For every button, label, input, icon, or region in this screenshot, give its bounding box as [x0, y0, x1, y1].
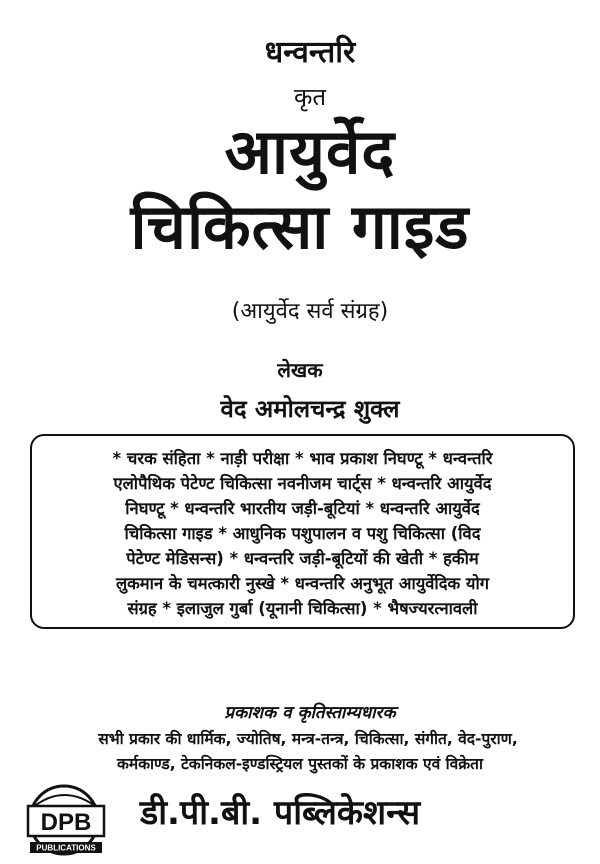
logo-subtext: PUBLICATIONS [36, 843, 96, 853]
writer-label: लेखक [277, 358, 323, 382]
book-title-line-1: आयुर्वेद [224, 115, 396, 188]
book-list-line: चिकित्सा गाइड * आधुनिक पशुपालन व पशु चिकित्सा (विद [124, 524, 481, 543]
book-list-line: संग्रह * इलाजुल गुर्बा (यूनानी चिकित्सा) * भैषज्यरत्नावली [127, 599, 478, 618]
krit-label: कृत [293, 83, 327, 111]
publisher-name: डी.पी.बी. पब्लिकेशन्स [140, 793, 421, 833]
publisher-description-line-2: कर्मकाण्ड, टेकनिकल-इण्डस्ट्रियल पुस्तकों के प्रकाशक एवं विक्रेता [116, 755, 484, 773]
book-list-line: * चरक संहिता * नाड़ी परीक्षा * भाव प्रकाश निघण्टू * धन्वन्तरि [112, 449, 493, 468]
writer-name: वेद अमोलचन्द्र शुक्ल [220, 395, 400, 423]
book-list-line: पेटेण्ट मेडिसन्स) * धन्वन्तरि जड़ी-बूटियों की खेती * हकीम [126, 549, 479, 568]
other-books-box [30, 434, 575, 629]
dpb-logo [22, 780, 112, 860]
book-subtitle: (आयुर्वेद सर्व संग्रह) [231, 299, 389, 324]
logo-text: DPB [40, 809, 92, 836]
book-list-line: एलोपैथिक पेटेण्ट चिकित्सा नवनीजम चार्ट्स * धन्वन्तरि आयुर्वेद [113, 474, 492, 493]
book-title-line-2: चिकित्सा गाइड [130, 190, 470, 263]
book-list-line: लुकमान के चमत्कारी नुस्खे * धन्वन्तरि अनुभूत आयुर्वेदिक योग [115, 574, 490, 593]
book-list-line: निघण्टू * धन्वन्तरि भारतीय जड़ी-बूटियां * धन्वन्तरि आयुर्वेद [125, 499, 480, 518]
dpb-logo-icon [22, 780, 112, 860]
publisher-description-line-1: सभी प्रकार की धार्मिक, ज्योतिष, मन्त्र-तन्त्र, चिकित्सा, संगीत, वेद-पुराण, [98, 730, 518, 748]
author-name: धन्वन्तरि [264, 35, 356, 70]
publisher-label: प्रकाशक व कृतिस्ताम्यधारक [224, 703, 396, 723]
